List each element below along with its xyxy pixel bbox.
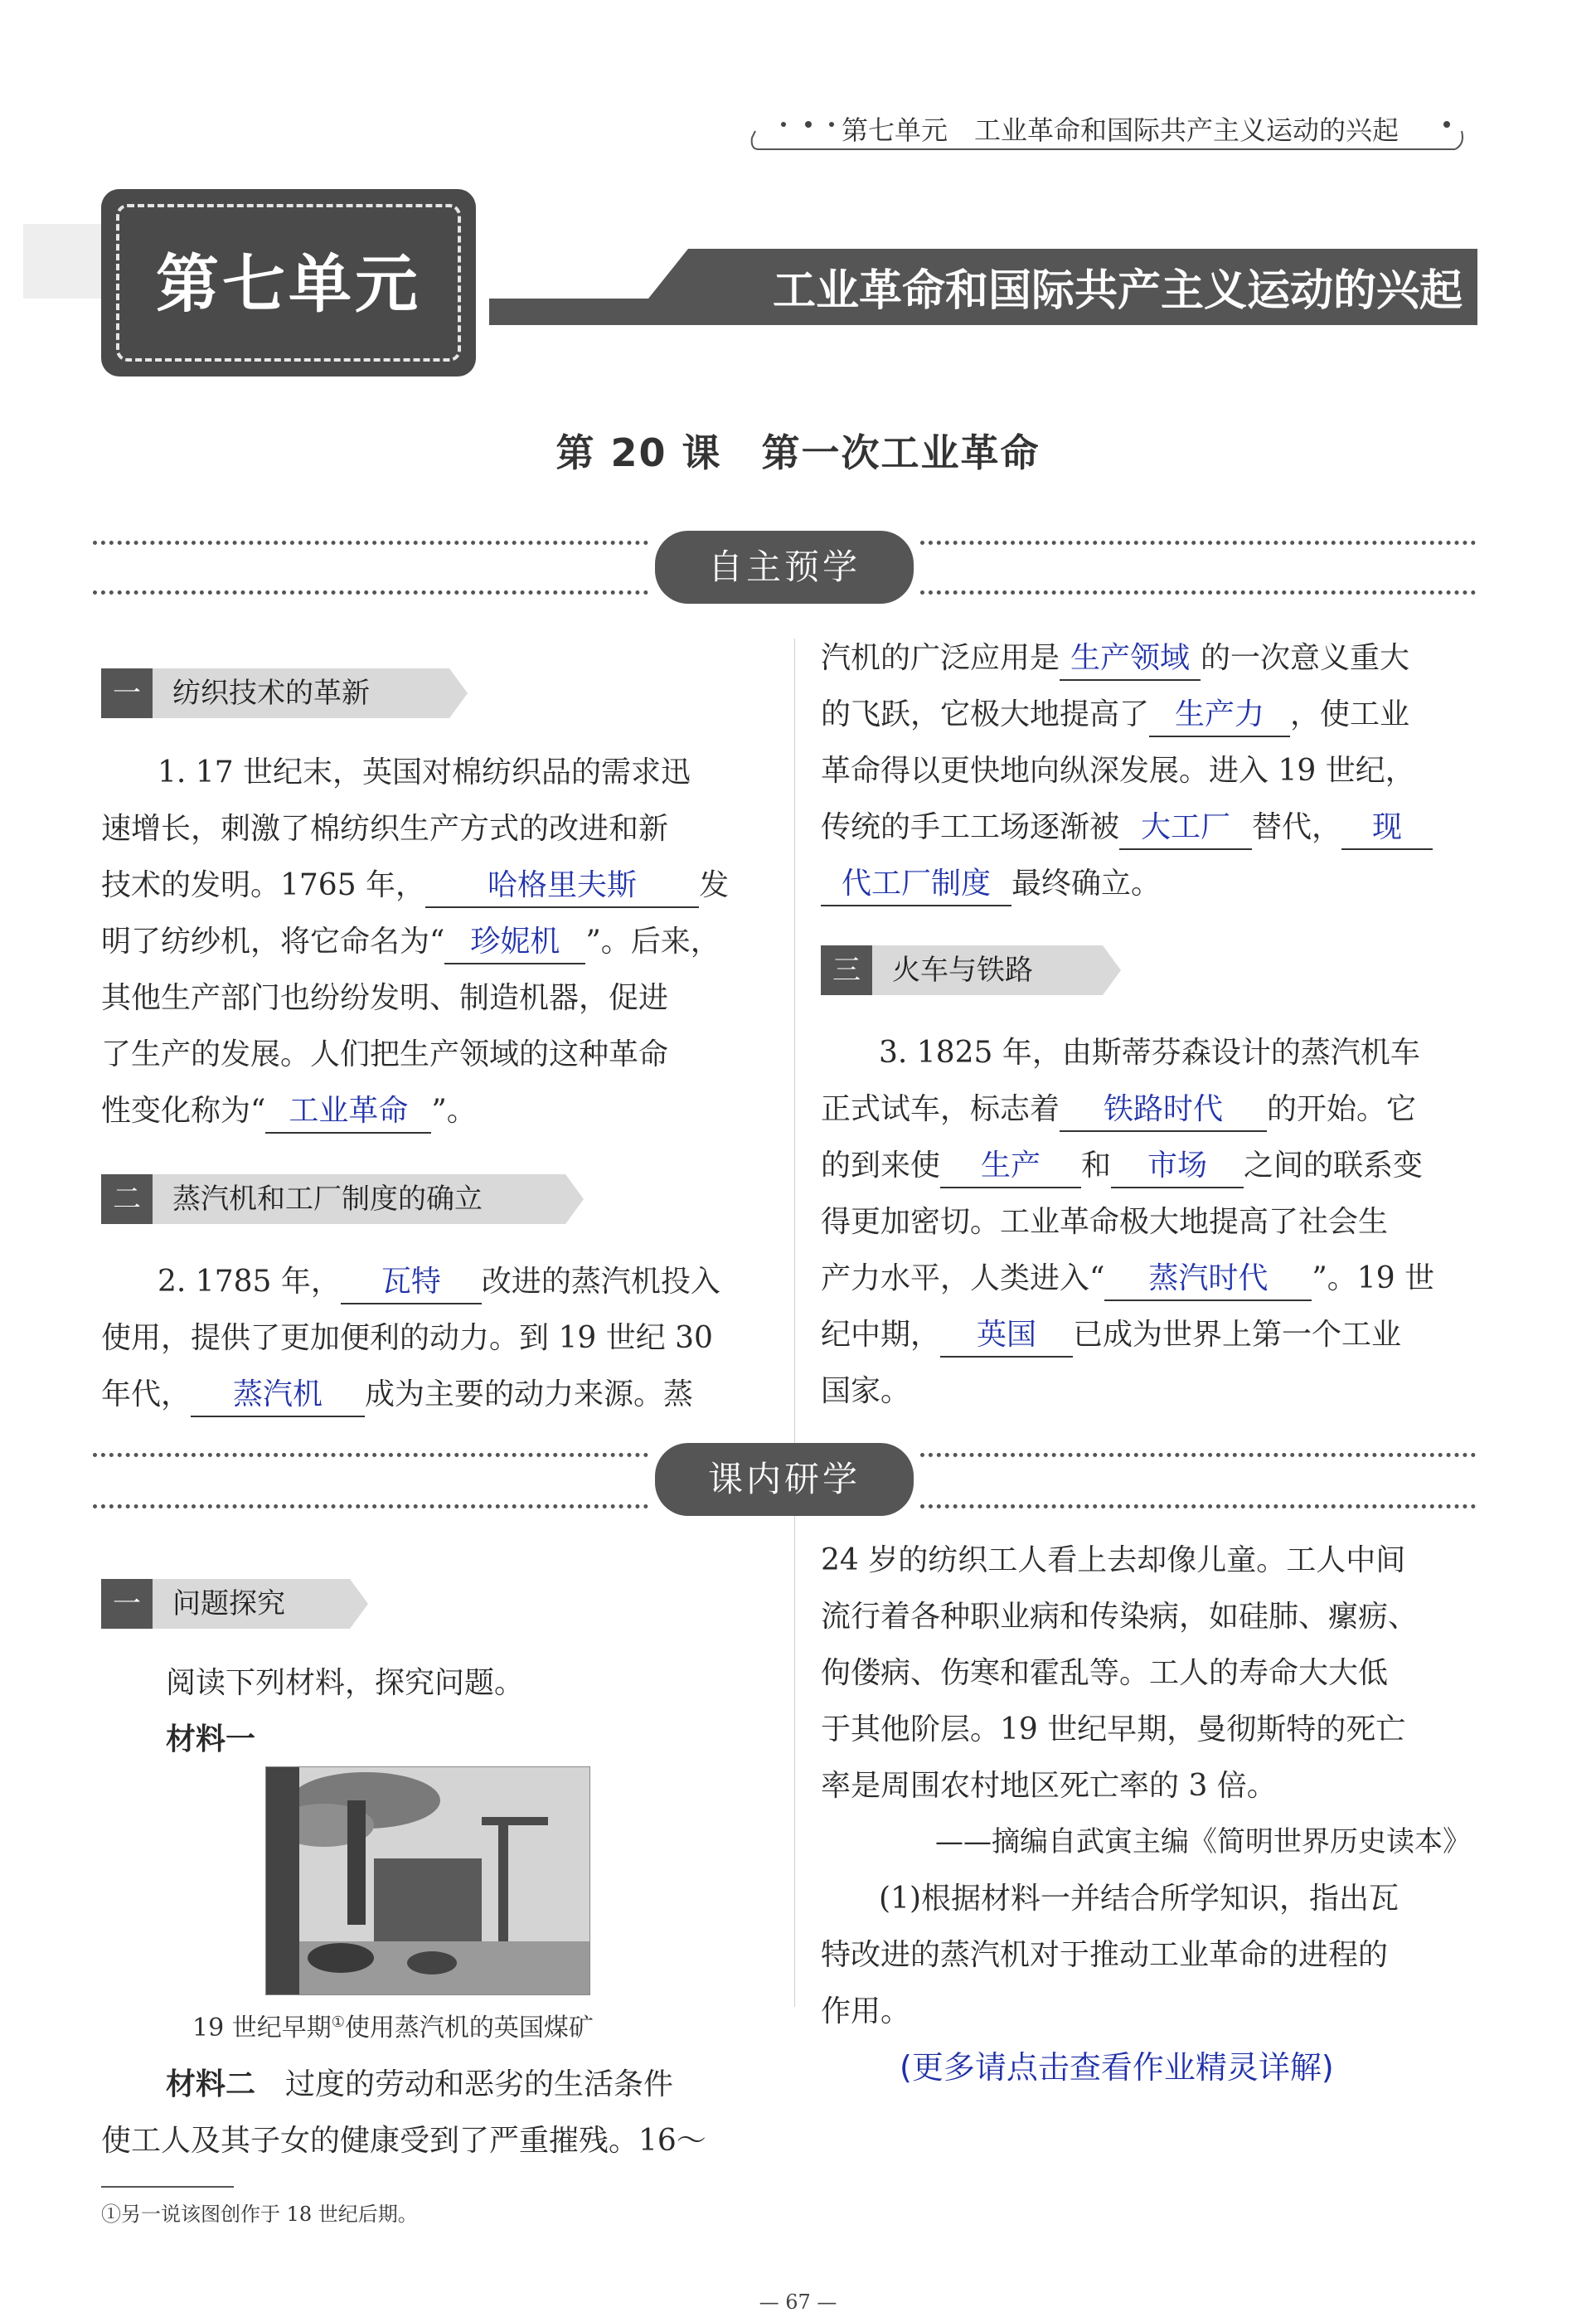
text-segment: 的到来使 bbox=[821, 1149, 941, 1183]
text-segment: 纪中期， bbox=[821, 1318, 941, 1352]
text-line: 阅读下列材料，探究问题。 bbox=[166, 1666, 525, 1700]
lesson-title: 第 20 课 第一次工业革命 bbox=[555, 430, 1041, 475]
answer-blank bbox=[341, 1261, 482, 1304]
answer-blank bbox=[1060, 1089, 1267, 1132]
decorative-block bbox=[23, 224, 106, 299]
answer-blank bbox=[940, 1145, 1081, 1188]
answer-text: 瓦特 bbox=[381, 1265, 441, 1299]
text-line bbox=[101, 857, 729, 913]
divider-dots bbox=[93, 1453, 648, 1457]
text-line bbox=[821, 799, 1433, 855]
text-line: 速增长，刺激了棉纺织生产方式的改进和新 bbox=[101, 812, 669, 846]
answer-text: 生产力 bbox=[1175, 697, 1265, 731]
text-segment: 明了纺纱机，将它命名为“ bbox=[101, 925, 445, 959]
text-segment: 发 bbox=[699, 868, 730, 902]
material-label: 材料二 bbox=[166, 2067, 256, 2101]
column-divider bbox=[794, 639, 795, 2007]
subsection-header bbox=[101, 1579, 350, 1629]
subsection-title: 纺织技术的革新 bbox=[172, 677, 370, 710]
divider-dots bbox=[93, 541, 648, 545]
text-line bbox=[821, 1251, 1434, 1306]
answer-blank bbox=[821, 863, 1011, 906]
text-line bbox=[821, 856, 1161, 911]
unit-bar-notch bbox=[489, 249, 688, 299]
running-header bbox=[750, 106, 1463, 153]
text-segment: ”。19 世 bbox=[1312, 1261, 1435, 1295]
subsection-number: 一 bbox=[101, 668, 153, 718]
text-line: 了生产的发展。人们把生产领域的这种革命 bbox=[101, 1037, 669, 1071]
running-header-text: 第七单元 工业革命和国际共产主义运动的兴起 bbox=[842, 114, 1400, 146]
divider-dots bbox=[920, 1453, 1476, 1457]
subsection-number: 三 bbox=[821, 945, 872, 995]
answer-text: 蒸汽机 bbox=[233, 1377, 323, 1411]
text-line bbox=[821, 630, 1409, 686]
unit-title-bar bbox=[489, 249, 1477, 325]
text-line: 流行着各种职业病和传染病，如硅肺、瘰疬、 bbox=[821, 1600, 1419, 1634]
text-segment: 的飞跃，它极大地提高了 bbox=[821, 697, 1150, 731]
answer-text: 英国 bbox=[977, 1318, 1037, 1352]
text-line bbox=[101, 1083, 477, 1139]
text-segment: 正式试车，标志着 bbox=[821, 1092, 1060, 1126]
caption-text: 使用蒸汽机的英国煤矿 bbox=[344, 2014, 594, 2043]
answer-text: 工业革命 bbox=[289, 1094, 409, 1128]
material-label: 材料一 bbox=[166, 1722, 256, 1756]
subsection-tail bbox=[565, 1174, 584, 1224]
answer-text: 现 bbox=[1372, 810, 1403, 844]
answer-text: 铁路时代 bbox=[1104, 1092, 1224, 1126]
answer-text: 蒸汽时代 bbox=[1148, 1261, 1269, 1295]
text-segment: 成为主要的动力来源。蒸 bbox=[365, 1377, 694, 1411]
more-details-link[interactable]: (更多请点击查看作业精灵详解) bbox=[900, 2049, 1334, 2086]
text-segment: 已成为世界上第一个工业 bbox=[1073, 1318, 1402, 1352]
text-segment: 之间的联系变 bbox=[1244, 1149, 1424, 1183]
caption-text: 19 世纪早期 bbox=[192, 2014, 332, 2043]
text-segment: ”。后来， bbox=[585, 925, 720, 959]
answer-text: 珍妮机 bbox=[470, 925, 560, 959]
page-number: — 67 — bbox=[759, 2290, 837, 2314]
divider-dots bbox=[920, 590, 1476, 595]
text-line: 国家。 bbox=[821, 1374, 911, 1408]
text-line bbox=[158, 1254, 720, 1309]
answer-blank bbox=[265, 1091, 431, 1134]
answer-text: 市场 bbox=[1147, 1149, 1208, 1183]
text-segment: 和 bbox=[1081, 1149, 1112, 1183]
answer-blank bbox=[1149, 694, 1290, 737]
subsection-number: 一 bbox=[101, 1579, 153, 1629]
coal-mine-illustration bbox=[265, 1766, 590, 1995]
text-segment: ，使工业 bbox=[1290, 697, 1410, 731]
text-line: 佝偻病、伤寒和霍乱等。工人的寿命大大低 bbox=[821, 1656, 1389, 1690]
text-line bbox=[166, 2057, 673, 2112]
text-line: 24 岁的纺织工人看上去却像儿童。工人中间 bbox=[821, 1543, 1406, 1577]
text-segment: 技术的发明。1765 年， bbox=[101, 868, 426, 902]
text-line: 革命得以更快地向纵深发展。进入 19 世纪， bbox=[821, 754, 1415, 788]
footnote-rule bbox=[101, 2186, 234, 2188]
subsection-header bbox=[821, 945, 1103, 995]
subsection-tail bbox=[350, 1579, 368, 1629]
subsection-title: 蒸汽机和工厂制度的确立 bbox=[172, 1183, 483, 1216]
text-line: 1. 17 世纪末，英国对棉纺织品的需求迅 bbox=[158, 755, 691, 789]
unit-label: 第七单元 bbox=[156, 247, 421, 321]
text-segment: 传统的手工工场逐渐被 bbox=[821, 810, 1120, 844]
answer-text: 代工厂制度 bbox=[841, 867, 991, 901]
text-segment: 的开始。它 bbox=[1267, 1092, 1417, 1126]
answer-text: 生产 bbox=[981, 1149, 1041, 1183]
text-segment: 汽机的广泛应用是 bbox=[821, 641, 1060, 675]
text-line bbox=[101, 1367, 693, 1422]
subsection-tail bbox=[449, 668, 468, 718]
divider-dots bbox=[920, 1504, 1476, 1508]
answer-blank bbox=[1119, 807, 1252, 850]
answer-blank bbox=[1060, 638, 1201, 681]
text-segment: 的一次意义重大 bbox=[1201, 641, 1410, 675]
text-line bbox=[821, 1138, 1423, 1193]
divider-dots bbox=[920, 541, 1476, 545]
answer-blank bbox=[444, 921, 585, 964]
text-line bbox=[821, 1081, 1416, 1137]
question-line: 作用。 bbox=[821, 1994, 911, 2028]
text-segment: ”。 bbox=[431, 1094, 477, 1128]
answer-text: 生产领域 bbox=[1070, 641, 1191, 675]
section-preview-title: 自主预学 bbox=[655, 531, 914, 604]
text-segment: 2. 1785 年， bbox=[158, 1265, 341, 1299]
text-line bbox=[821, 687, 1409, 742]
answer-blank bbox=[1341, 807, 1433, 850]
unit-badge bbox=[101, 189, 476, 376]
divider-dots bbox=[93, 1504, 648, 1508]
text-line: 3. 1825 年，由斯蒂芬森设计的蒸汽机车 bbox=[879, 1036, 1420, 1070]
text-line bbox=[101, 914, 720, 969]
text-line: 其他生产部门也纷纷发明、制造机器，促进 bbox=[101, 981, 669, 1015]
answer-text: 哈格里夫斯 bbox=[488, 868, 638, 902]
text-line: 使工人及其子女的健康受到了严重摧残。16～ bbox=[101, 2124, 706, 2158]
subsection-title: 火车与铁路 bbox=[892, 954, 1033, 987]
text-segment: 过度的劳动和恶劣的生活条件 bbox=[285, 2067, 674, 2101]
text-line: 于其他阶层。19 世纪早期，曼彻斯特的死亡 bbox=[821, 1712, 1406, 1746]
coal-mine-picture bbox=[266, 1767, 589, 1994]
text-segment: 性变化称为“ bbox=[101, 1094, 266, 1128]
footnote: ①另一说该图创作于 18 世纪后期。 bbox=[101, 2203, 418, 2226]
question-line: 特改进的蒸汽机对于推动工业革命的进程的 bbox=[821, 1938, 1389, 1972]
subsection-title: 问题探究 bbox=[172, 1587, 285, 1620]
subsection-header bbox=[101, 668, 449, 718]
text-segment: 改进的蒸汽机投入 bbox=[481, 1265, 720, 1299]
text-segment: 年代， bbox=[101, 1377, 192, 1411]
answer-blank bbox=[940, 1314, 1073, 1358]
text-segment: 产力水平，人类进入“ bbox=[821, 1261, 1105, 1295]
unit-title: 工业革命和国际共产主义运动的兴起 bbox=[772, 266, 1463, 316]
subsection-tail bbox=[1103, 945, 1121, 995]
text-line bbox=[821, 1307, 1401, 1363]
text-line: 率是周围农村地区死亡率的 3 倍。 bbox=[821, 1769, 1277, 1803]
answer-blank bbox=[1111, 1145, 1244, 1188]
subsection-number: 二 bbox=[101, 1174, 153, 1224]
text-segment: 最终确立。 bbox=[1011, 867, 1162, 901]
section-study-title: 课内研学 bbox=[655, 1443, 914, 1516]
source-citation: ——摘编自武寅主编《简明世界历史读本》 bbox=[935, 1825, 1471, 1858]
figure-caption bbox=[192, 2007, 594, 2043]
answer-blank bbox=[1104, 1258, 1312, 1301]
answer-blank bbox=[191, 1374, 365, 1417]
footnote-marker: ① bbox=[331, 2014, 345, 2031]
text-line: 使用，提供了更加便利的动力。到 19 世纪 30 bbox=[101, 1321, 713, 1355]
question-line: (1)根据材料一并结合所学知识，指出瓦 bbox=[879, 1882, 1399, 1916]
answer-text: 大工厂 bbox=[1141, 810, 1231, 844]
text-segment: 替代， bbox=[1252, 810, 1342, 844]
answer-blank bbox=[425, 865, 699, 908]
divider-dots bbox=[93, 590, 648, 595]
text-line: 得更加密切。工业革命极大地提高了社会生 bbox=[821, 1205, 1389, 1239]
subsection-header bbox=[101, 1174, 565, 1224]
